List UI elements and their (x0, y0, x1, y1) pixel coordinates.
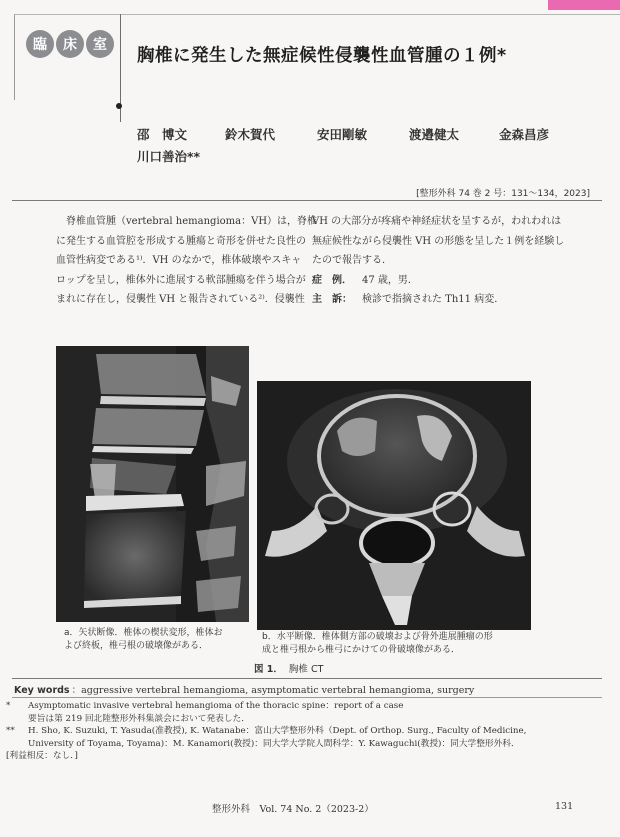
case-line (312, 271, 582, 291)
author-3: 安田剛敏 (317, 127, 368, 142)
body-line: まれに存在し，侵襲性 VH と報告されている²⁾．侵襲性 (56, 294, 305, 305)
complaint-value: 検診で指摘された Th11 病変． (362, 294, 505, 305)
figure-title-text: 胸椎 CT (288, 664, 324, 675)
keywords-label: Key words (14, 685, 70, 696)
pink-tab-marker (548, 0, 620, 10)
section-badge-2: 床 (56, 30, 84, 58)
author-5: 金森昌彦 (499, 127, 550, 142)
footnotes (6, 700, 606, 763)
author-4: 渡邉健太 (409, 127, 460, 142)
author-2: 鈴木賀代 (225, 127, 276, 142)
body-column-right (312, 212, 582, 310)
ct-sagittal-image (56, 346, 249, 622)
figure-caption-a: a．矢状断像．椎体の楔状変形，椎体お よび終板，椎弓根の破壊像がある． (64, 628, 223, 651)
ct-sagittal-svg (56, 346, 249, 622)
section-badge-3: 室 (86, 30, 114, 58)
figure-label: 図 1． (254, 664, 283, 675)
complaint-line (312, 290, 582, 310)
footnote-mark-1: * (6, 701, 11, 711)
ct-axial-image (257, 381, 531, 630)
body-column-left (56, 212, 318, 310)
keywords-rule (12, 697, 602, 698)
bullet-dot (116, 103, 122, 109)
case-value: 47 歳，男． (362, 274, 418, 286)
footnote-2: H. Sho, K. Suzuki, T. Yasuda(准教授), K. Watanabe：富山大学整形外科（Dept. of Orthop. Surg., Faculty of Medicine, (28, 726, 527, 736)
keywords-text: ：aggressive vertebral hemangioma, asymptomatic vertebral hemangioma, surgery (71, 685, 475, 696)
journal-footer: 整形外科 Vol. 74 No. 2（2023-2） (212, 804, 374, 815)
body-line: 脊椎血管腫（vertebral hemangioma：VH）は，脊椎 (56, 216, 318, 227)
figure-rule (12, 678, 602, 679)
author-6: 川口善治** (137, 149, 201, 164)
author-list (137, 125, 577, 165)
section-badges (26, 30, 114, 58)
footnote-mark-2: ** (6, 726, 15, 736)
keywords (14, 682, 474, 696)
section-badge-1: 臨 (26, 30, 54, 58)
page-number: 131 (555, 801, 574, 812)
author-1: 邵 博文 (137, 127, 188, 142)
figure-caption-b: b．水平断像．椎体側方部の破壊および骨外進展腫瘤の形 成と椎弓根から椎弓にかけての骨破壊像がある． (262, 632, 493, 655)
footnote-1: Asymptomatic invasive vertebral hemangioma of the thoracic spine：report of a case (28, 701, 404, 711)
ct-axial-svg (257, 381, 531, 630)
footnote-2b: University of Toyama, Toyama)：M. Kanamori(教授)：同大学大学院人間科学：Y. Kawaguchi(教授)：同大学整形外科． (28, 738, 520, 749)
header-rule (12, 200, 602, 201)
body-line: 無症候性ながら侵襲性 VH の形態を呈した１例を経験し (312, 235, 565, 247)
footnote-1b: 要旨は第 219 回北陸整形外科集談会において発表した． (28, 713, 250, 724)
body-line: に発生する血管腔を形成する腫瘍と奇形を併せた良性の (56, 235, 306, 247)
figure-title (254, 661, 323, 675)
body-line: VH の大部分が疼痛や神経症状を呈するが，われわれは (312, 216, 562, 227)
footnote-3: [利益相反：なし．] (6, 751, 78, 761)
body-line: たので報告する． (312, 255, 392, 266)
body-line: ロップを呈し，椎体外に進展する軟部腫瘍を伴う場合が (56, 274, 306, 286)
citation: [整形外科 74 巻 2 号：131～134，2023] (416, 189, 590, 199)
complaint-label: 主 訴： (312, 294, 352, 305)
case-label: 症 例． (312, 274, 352, 286)
article-title: 胸椎に発生した無症候性侵襲性血管腫の１例* (137, 46, 507, 66)
body-line: 血管性病変である¹⁾．VH のなかで，椎体破壊やスキャ (56, 255, 302, 266)
